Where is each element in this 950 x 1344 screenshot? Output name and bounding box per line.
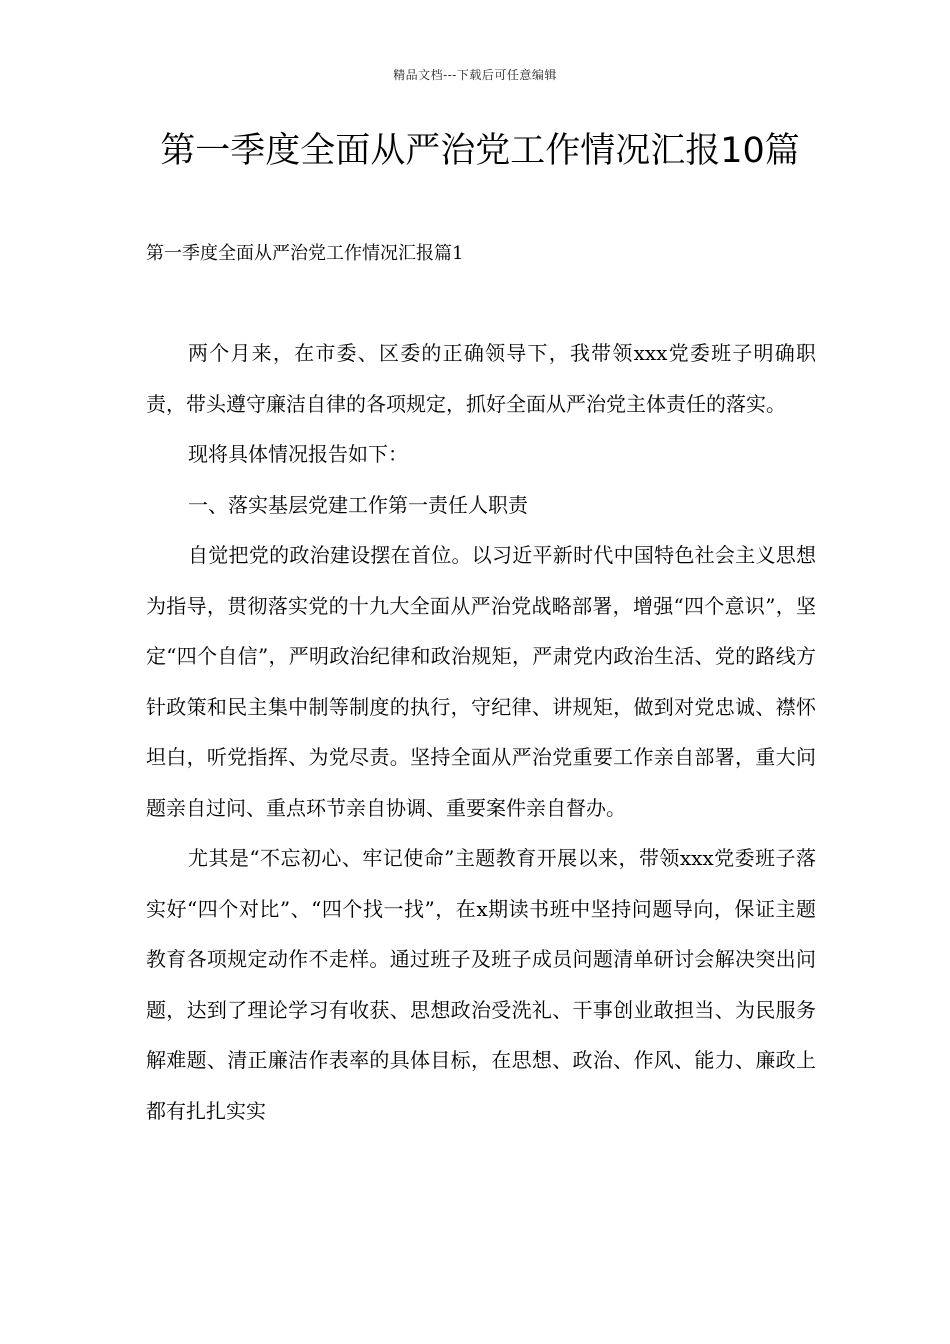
document-body [146,328,816,1136]
paragraph: 现将具体情况报告如下： [188,442,408,466]
paragraph: 尤其是“不忘初心、牢记使命”主题教育开展以来，带领xxx党委班子落实好“四个对比”、“四个找一找”，在x期读书班中坚持问题导向，保证主题教育各项规定动作不走样。通过班子及班子成员问题清单研讨会解决突出问题，达到了理论学习有收获、思想政治受洗礼、干事创业敢担当、为民服务解难题、清正廉洁作表率的具体目标，在思想、政治、作风、能力、廉政上都有扎扎实实 [146,846,816,1123]
section-heading: 一、落实基层党建工作第一责任人职责 [188,492,528,517]
paragraph: 两个月来，在市委、区委的正确领导下，我带领xxx党委班子明确职责，带头遵守廉洁自律的各项规定，抓好全面从严治党主体责任的落实。 [146,341,816,416]
document-title: 第一季度全面从严治党工作情况汇报10篇 [160,131,800,171]
paragraph: 自觉把党的政治建设摆在首位。以习近平新时代中国特色社会主义思想为指导，贯彻落实党的十九大全面从严治党战略部署，增强“四个意识”，坚定“四个自信”，严明政治纪律和政治规矩，严肃党内政治生活、党的路线方针政策和民主集中制等制度的执行，守纪律、讲规矩，做到对党忠诚、襟怀坦白，听党指挥、为党尽责。坚持全面从严治党重要工作亲自部署，重大问题亲自过问、重点环节亲自协调、重要案件亲自督办。 [146,543,816,820]
document-subtitle: 第一季度全面从严治党工作情况汇报篇1 [146,243,464,264]
header-note: 精品文档---下载后可任意编辑 [393,68,557,82]
